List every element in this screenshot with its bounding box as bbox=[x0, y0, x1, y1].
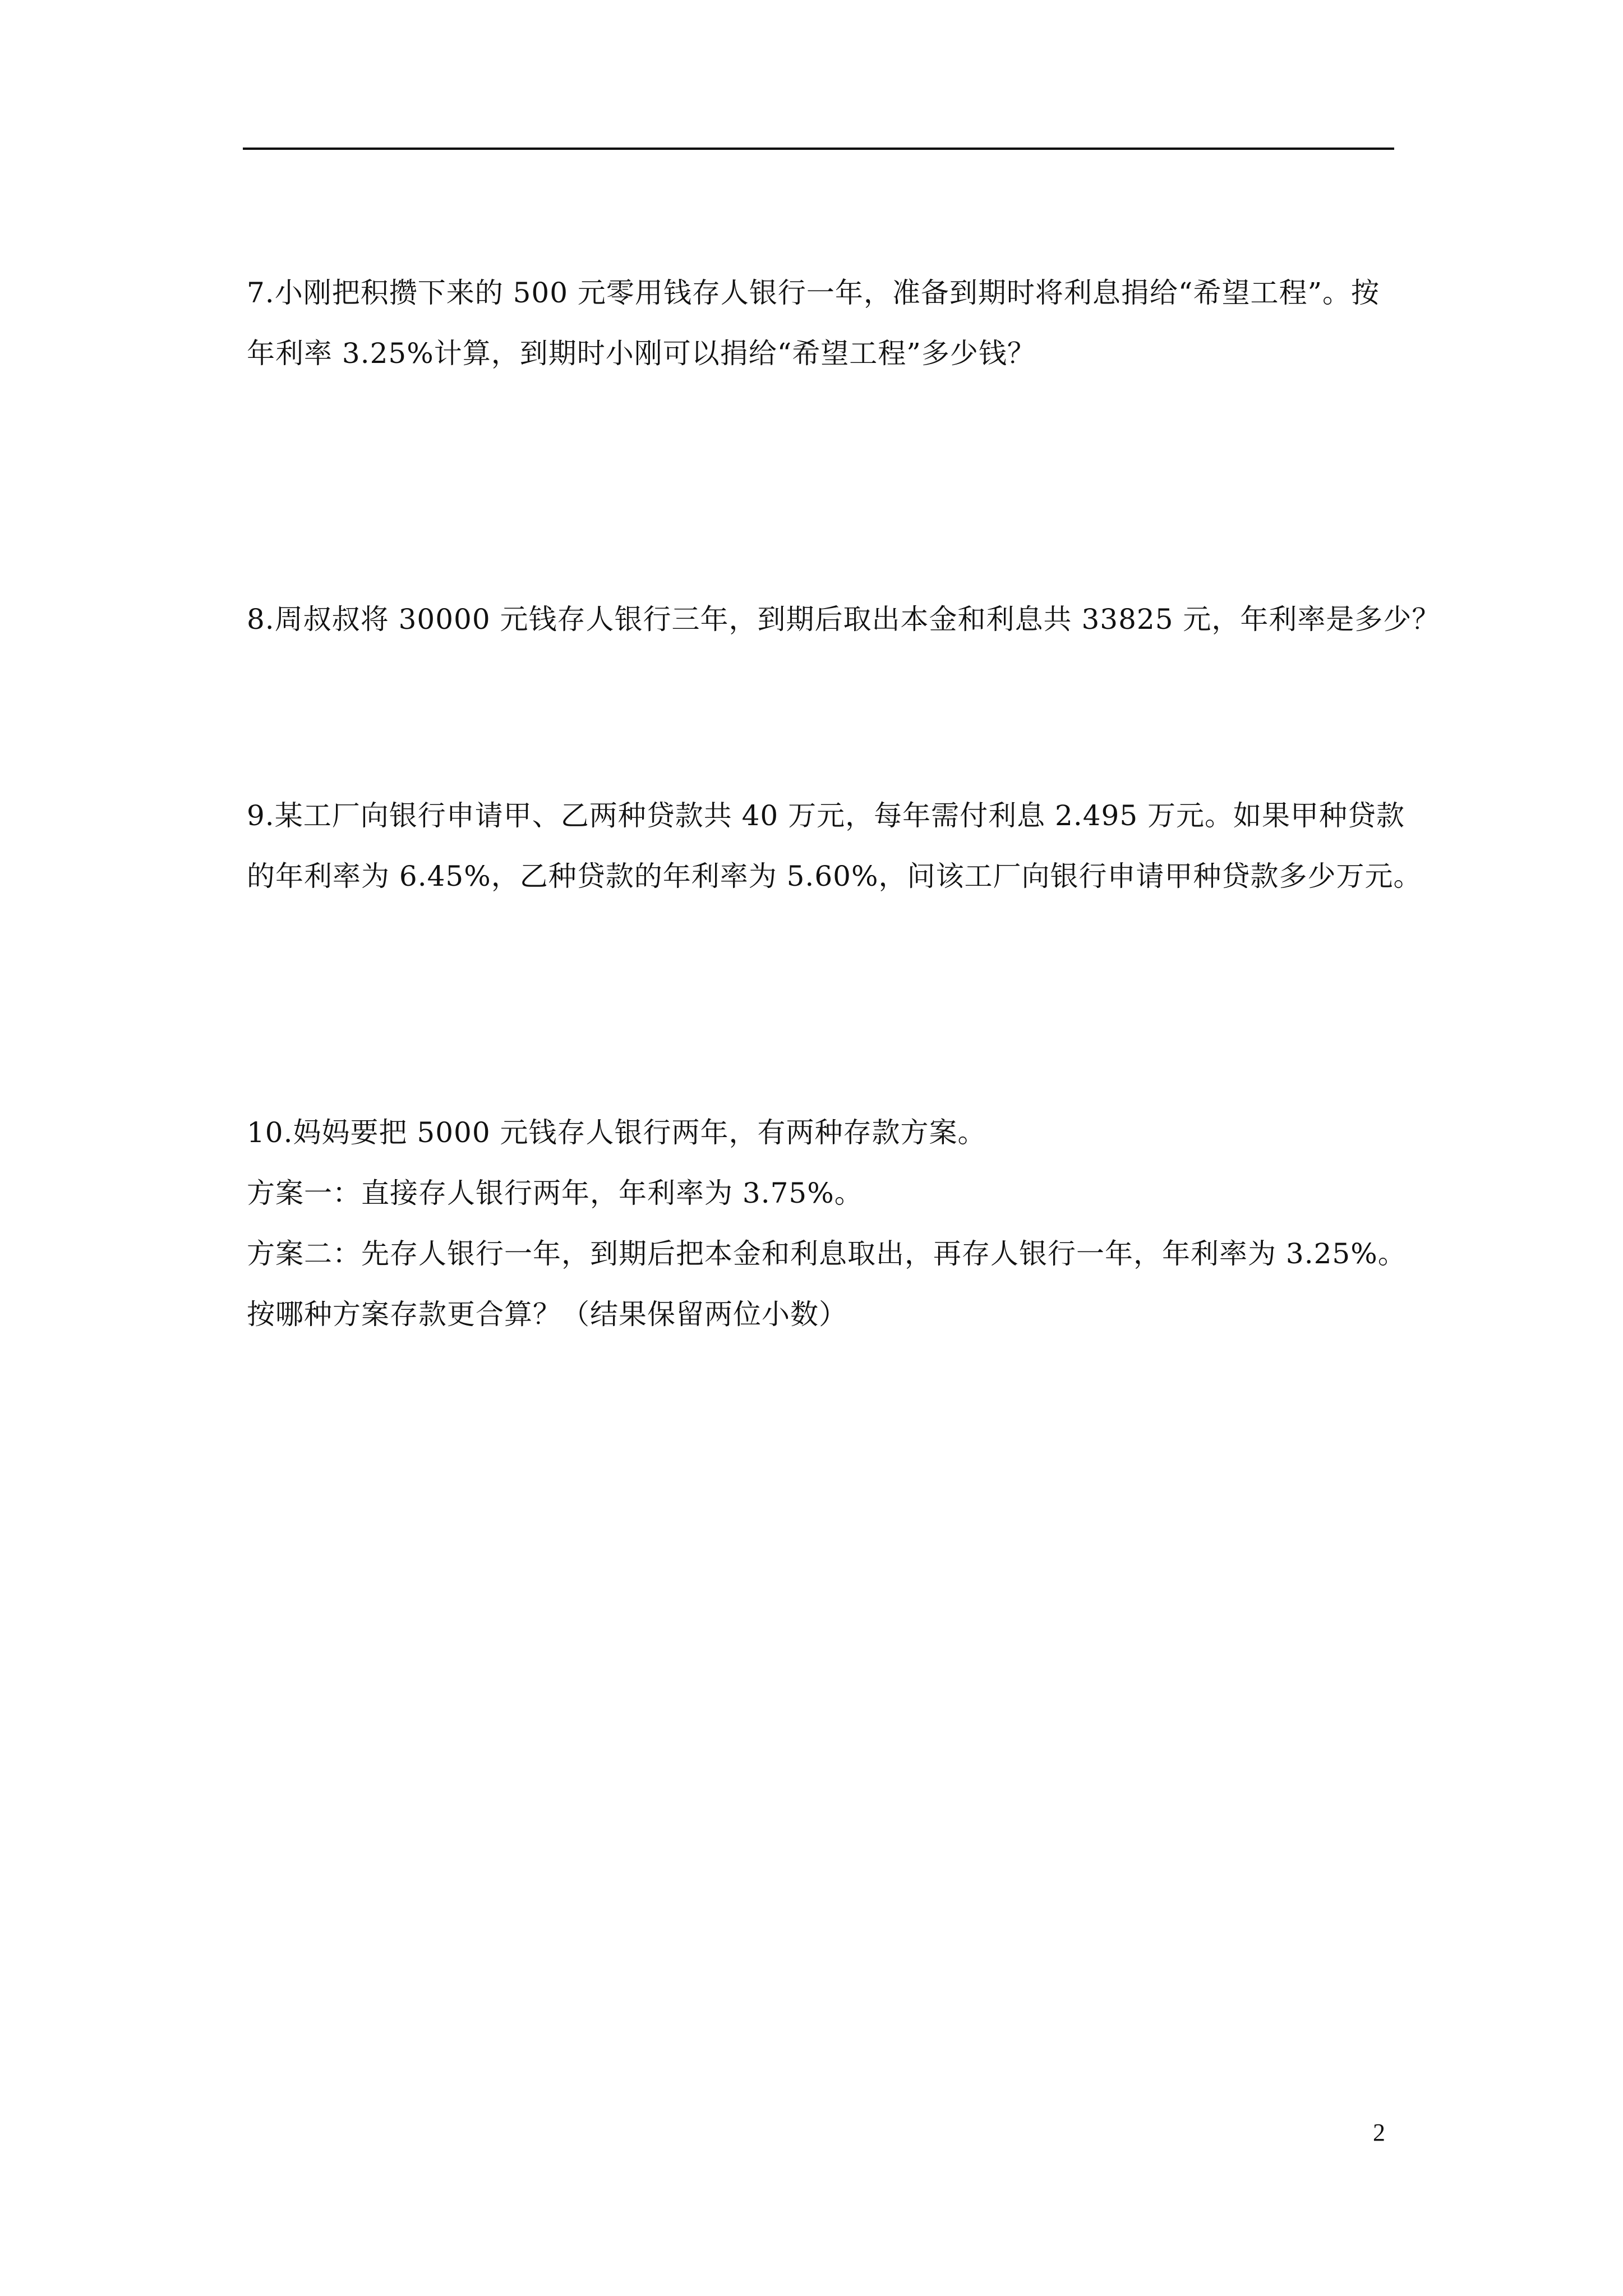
question-9-line-2: 的年利率为 6.45%，乙种贷款的年利率为 5.60%，问该工厂向银行申请甲种贷款多少万元。 bbox=[247, 860, 1422, 892]
question-10-line-2: 方案一：直接存人银行两年，年利率为 3.75%。 bbox=[247, 1177, 863, 1209]
question-10 bbox=[247, 1102, 1407, 1345]
question-7-line-2: 年利率 3.25%计算，到期时小刚可以捐给“希望工程”多少钱？ bbox=[247, 337, 1036, 370]
question-7 bbox=[247, 263, 1396, 384]
question-7-line-1: 7.小刚把积攒下来的 500 元零用钱存人银行一年，准备到期时将利息捐给“希望工程”。按 bbox=[247, 277, 1380, 309]
header-rule bbox=[243, 148, 1394, 150]
question-10-line-3: 方案二：先存人银行一年，到期后把本金和利息取出，再存人银行一年，年利率为 3.25%。 bbox=[247, 1237, 1407, 1270]
question-8 bbox=[247, 589, 1441, 650]
question-10-line-1: 10.妈妈要把 5000 元钱存人银行两年，有两种存款方案。 bbox=[247, 1116, 986, 1149]
question-8-line-1: 8.周叔叔将 30000 元钱存人银行三年，到期后取出本金和利息共 33825 元，年利率是多少？ bbox=[247, 603, 1441, 636]
question-10-line-4: 按哪种方案存款更合算？（结果保留两位小数） bbox=[247, 1298, 847, 1331]
question-9 bbox=[247, 785, 1422, 907]
page-number: 2 bbox=[1373, 2119, 1385, 2146]
question-9-line-1: 9.某工厂向银行申请甲、乙两种贷款共 40 万元，每年需付利息 2.495 万元。如果甲种贷款 bbox=[247, 799, 1405, 832]
